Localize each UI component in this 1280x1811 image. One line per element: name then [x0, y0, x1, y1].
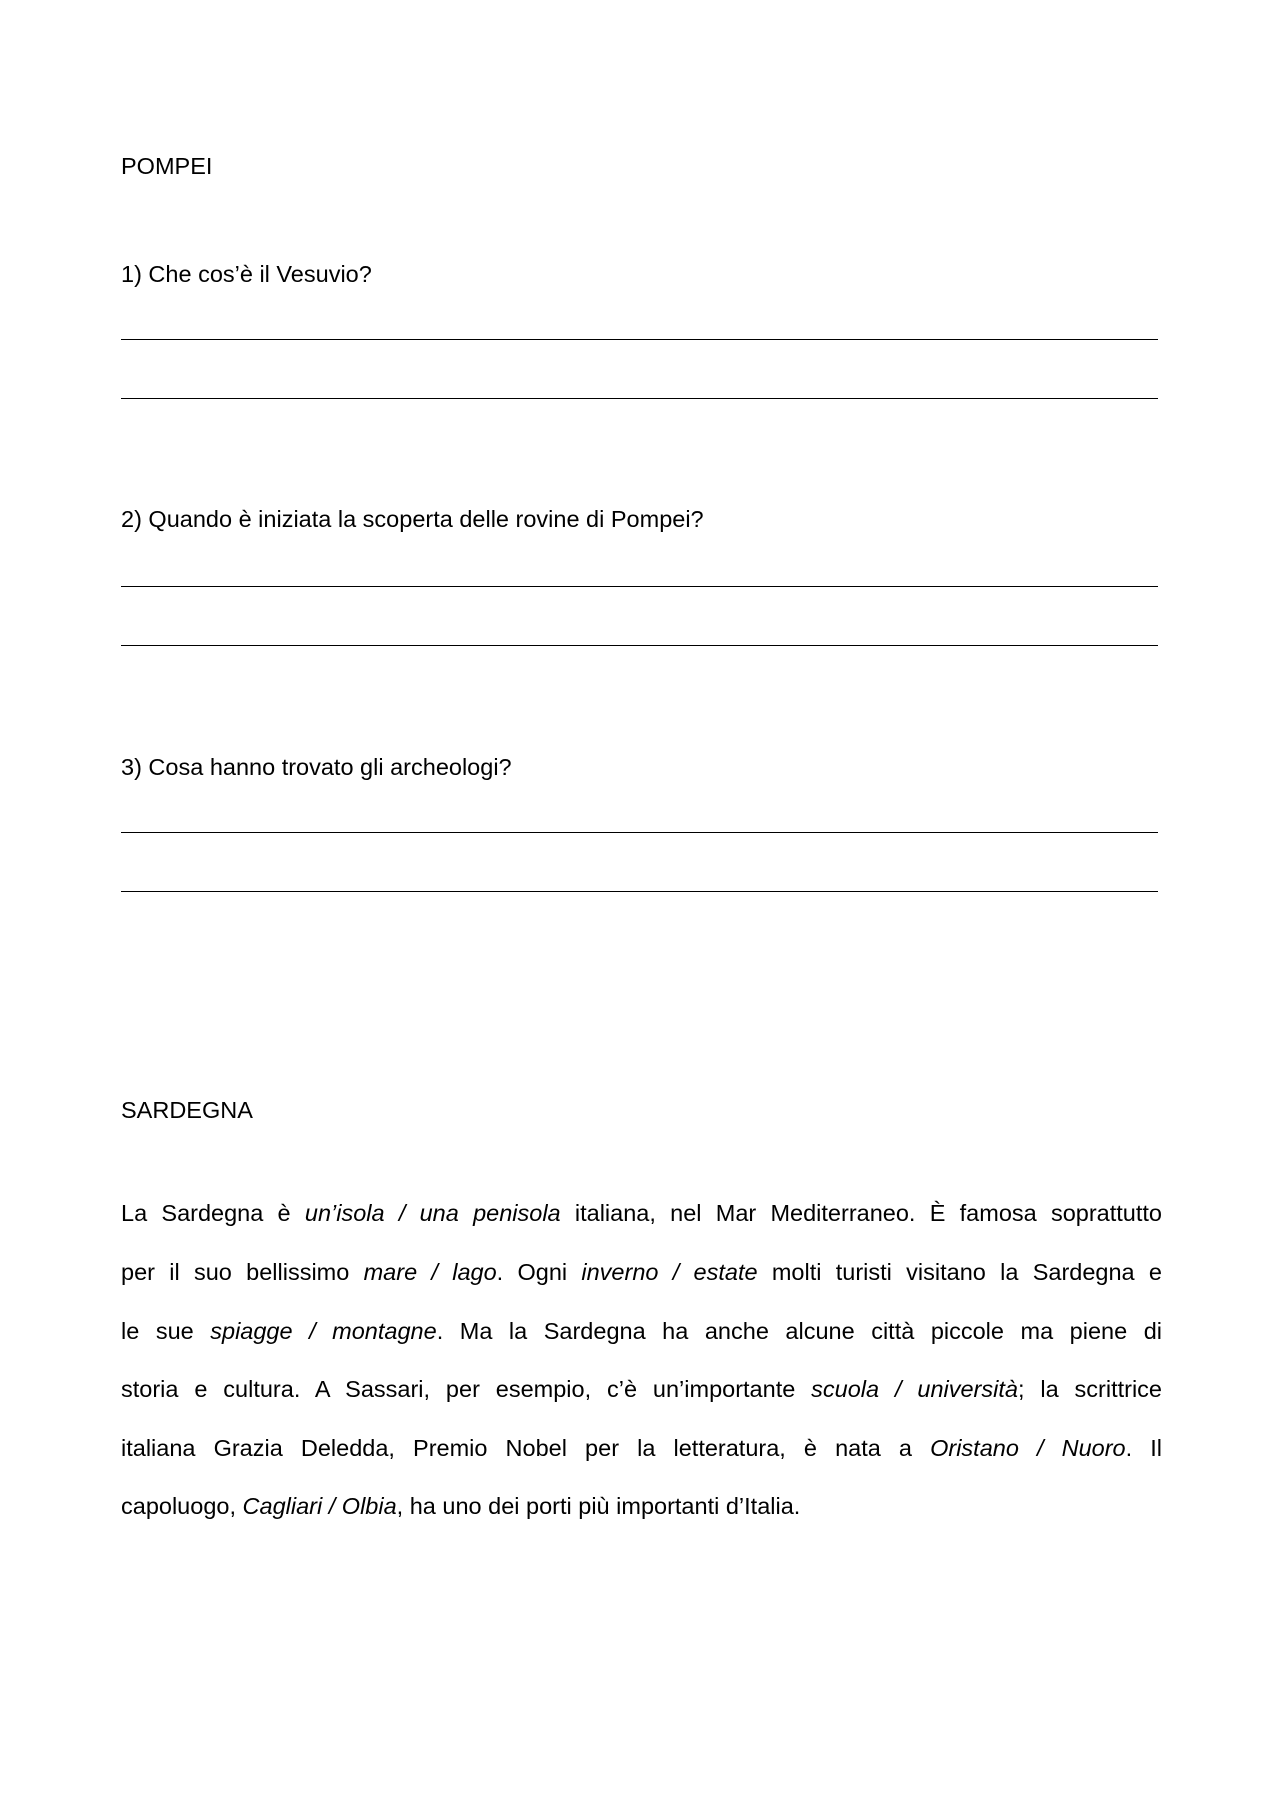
answer-line-1b: [121, 398, 1158, 399]
choice-option[interactable]: scuola / università: [811, 1376, 1018, 1402]
choice-option[interactable]: Oristano / Nuoro: [930, 1435, 1126, 1461]
answer-line-2b: [121, 645, 1158, 646]
answer-line-3a: [121, 832, 1158, 833]
paragraph-text: . Ogni: [496, 1259, 582, 1285]
paragraph-line: [121, 1433, 1162, 1463]
paragraph-text: per il suo bellissimo: [121, 1259, 364, 1285]
paragraph-text: . Ma la Sardegna ha anche alcune città piccole ma piene di: [436, 1318, 1162, 1344]
answer-line-1a: [121, 339, 1158, 340]
paragraph-text: italiana Grazia Deledda, Premio Nobel per la letteratura, è nata a: [121, 1435, 931, 1461]
paragraph-line: [121, 1257, 1162, 1287]
choice-option[interactable]: Cagliari / Olbia: [242, 1493, 397, 1519]
pompei-title: POMPEI: [121, 153, 213, 179]
paragraph-text: , ha uno dei porti più importanti d’Italia.: [396, 1493, 801, 1519]
paragraph-line: [121, 1198, 1162, 1228]
paragraph-text: ; la scrittrice: [1017, 1376, 1162, 1402]
choice-option[interactable]: mare / lago: [363, 1259, 497, 1285]
sardegna-title: SARDEGNA: [121, 1097, 253, 1123]
paragraph-text: capoluogo,: [121, 1493, 243, 1519]
question-1: 1) Che cos’è il Vesuvio?: [121, 261, 372, 287]
paragraph-text: storia e cultura. A Sassari, per esempio, c’è un’importante: [121, 1376, 812, 1402]
answer-line-3b: [121, 891, 1158, 892]
paragraph-text: molti turisti visitano la Sardegna e: [757, 1259, 1162, 1285]
paragraph-text: La Sardegna è: [121, 1200, 305, 1226]
paragraph-line: [121, 1491, 1162, 1521]
paragraph-text: italiana, nel Mar Mediterraneo. È famosa soprattutto: [560, 1200, 1162, 1226]
paragraph-text: . Il: [1125, 1435, 1163, 1461]
answer-line-2a: [121, 586, 1158, 587]
paragraph-text: le sue: [121, 1318, 211, 1344]
choice-option[interactable]: spiagge / montagne: [210, 1318, 437, 1344]
choice-option[interactable]: inverno / estate: [581, 1259, 758, 1285]
question-3: 3) Cosa hanno trovato gli archeologi?: [121, 754, 512, 780]
question-2: 2) Quando è iniziata la scoperta delle rovine di Pompei?: [121, 506, 704, 532]
paragraph-line: [121, 1374, 1162, 1404]
choice-option[interactable]: un’isola / una penisola: [304, 1200, 561, 1226]
paragraph-line: [121, 1316, 1162, 1346]
